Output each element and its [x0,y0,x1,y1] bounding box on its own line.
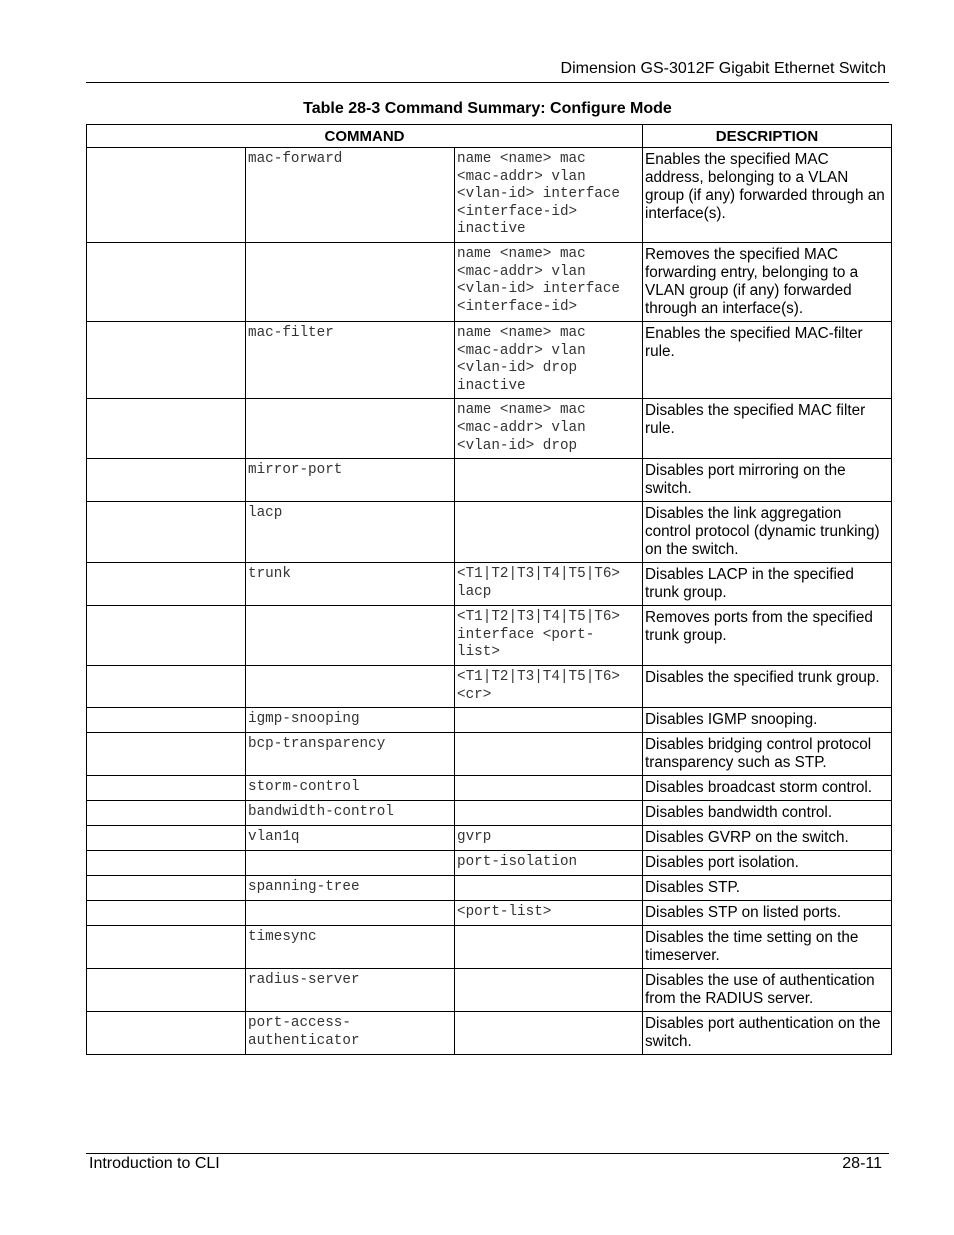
table-row [87,1012,892,1055]
description-cell: Disables the use of authentication from the RADIUS server. [643,969,892,1012]
command-cell: storm-control [246,776,455,801]
description-cell: Disables the link aggregation control protocol (dynamic trunking) on the switch. [643,502,892,563]
arguments-cell [455,459,643,502]
table-row [87,969,892,1012]
command-cell: timesync [246,926,455,969]
command-level-cell [87,399,246,459]
footer-divider [86,1153,889,1154]
footer-section-title: Introduction to CLI [89,1155,220,1172]
command-level-cell [87,926,246,969]
command-cell: mac-forward [246,148,455,243]
table-row [87,399,892,459]
arguments-cell: <T1|T2|T3|T4|T5|T6> <cr> [455,665,643,707]
table-row [87,563,892,606]
command-level-cell [87,242,246,321]
command-level-cell [87,148,246,243]
arguments-cell [455,926,643,969]
command-cell: bcp-transparency [246,733,455,776]
description-column-header: DESCRIPTION [643,125,892,148]
command-cell: lacp [246,502,455,563]
footer-page-number: 28-11 [842,1155,882,1172]
command-cell [246,665,455,707]
description-cell: Disables LACP in the specified trunk group. [643,563,892,606]
command-cell: mirror-port [246,459,455,502]
command-cell [246,851,455,876]
table-row [87,876,892,901]
table-caption: Table 28-3 Command Summary: Configure Mode [303,100,672,117]
command-level-cell [87,733,246,776]
command-level-cell [87,321,246,398]
arguments-cell [455,801,643,826]
arguments-cell [455,1012,643,1055]
command-cell: vlan1q [246,826,455,851]
description-cell: Enables the specified MAC-filter rule. [643,321,892,398]
command-cell: bandwidth-control [246,801,455,826]
description-cell: Disables bandwidth control. [643,801,892,826]
command-level-cell [87,665,246,707]
arguments-cell: name <name> mac <mac-addr> vlan <vlan-id> drop inactive [455,321,643,398]
description-cell: Removes the specified MAC forwarding entry, belonging to a VLAN group (if any) forwarded through an interface(s). [643,242,892,321]
command-cell [246,901,455,926]
command-cell: port-access- authenticator [246,1012,455,1055]
arguments-cell: name <name> mac <mac-addr> vlan <vlan-id> interface <interface-id> inactive [455,148,643,243]
command-cell [246,399,455,459]
arguments-cell: name <name> mac <mac-addr> vlan <vlan-id> interface <interface-id> [455,242,643,321]
arguments-cell [455,502,643,563]
command-summary-table [86,124,892,1055]
arguments-cell [455,708,643,733]
table-row [87,242,892,321]
command-cell: trunk [246,563,455,606]
table-row [87,901,892,926]
description-cell: Disables port isolation. [643,851,892,876]
command-cell: mac-filter [246,321,455,398]
command-level-cell [87,776,246,801]
description-cell: Disables STP on listed ports. [643,901,892,926]
table-row [87,459,892,502]
arguments-cell: <port-list> [455,901,643,926]
command-cell: radius-server [246,969,455,1012]
command-level-cell [87,876,246,901]
page-header-title: Dimension GS-3012F Gigabit Ethernet Switch [560,60,886,77]
command-level-cell [87,563,246,606]
command-level-cell [87,901,246,926]
command-level-cell [87,969,246,1012]
table-header-row [87,125,892,148]
command-level-cell [87,708,246,733]
table-row [87,826,892,851]
description-cell: Disables the specified MAC filter rule. [643,399,892,459]
command-cell: spanning-tree [246,876,455,901]
command-level-cell [87,801,246,826]
table-row [87,733,892,776]
description-cell: Disables bridging control protocol transparency such as STP. [643,733,892,776]
table-row [87,801,892,826]
description-cell: Disables IGMP snooping. [643,708,892,733]
description-cell: Disables port authentication on the switch. [643,1012,892,1055]
command-level-cell [87,826,246,851]
arguments-cell: <T1|T2|T3|T4|T5|T6> interface <port- list> [455,606,643,666]
table-row [87,665,892,707]
arguments-cell [455,969,643,1012]
table-row [87,321,892,398]
table-row [87,148,892,243]
arguments-cell: <T1|T2|T3|T4|T5|T6> lacp [455,563,643,606]
command-level-cell [87,851,246,876]
arguments-cell [455,776,643,801]
header-divider [86,82,889,83]
description-cell: Disables the time setting on the timeserver. [643,926,892,969]
description-cell: Disables GVRP on the switch. [643,826,892,851]
command-level-cell [87,606,246,666]
arguments-cell [455,733,643,776]
description-cell: Disables STP. [643,876,892,901]
arguments-cell [455,876,643,901]
table-row [87,926,892,969]
description-cell: Disables broadcast storm control. [643,776,892,801]
command-level-cell [87,1012,246,1055]
description-cell: Removes ports from the specified trunk group. [643,606,892,666]
command-level-cell [87,502,246,563]
arguments-cell: port-isolation [455,851,643,876]
command-level-cell [87,459,246,502]
arguments-cell: gvrp [455,826,643,851]
table-body [87,148,892,1055]
description-cell: Disables the specified trunk group. [643,665,892,707]
table-row [87,851,892,876]
table-row [87,502,892,563]
table-row [87,776,892,801]
arguments-cell: name <name> mac <mac-addr> vlan <vlan-id> drop [455,399,643,459]
description-cell: Disables port mirroring on the switch. [643,459,892,502]
description-cell: Enables the specified MAC address, belonging to a VLAN group (if any) forwarded through an interface(s). [643,148,892,243]
command-cell: igmp-snooping [246,708,455,733]
table-row [87,606,892,666]
table-row [87,708,892,733]
command-cell [246,606,455,666]
command-column-header: COMMAND [87,125,643,148]
command-cell [246,242,455,321]
